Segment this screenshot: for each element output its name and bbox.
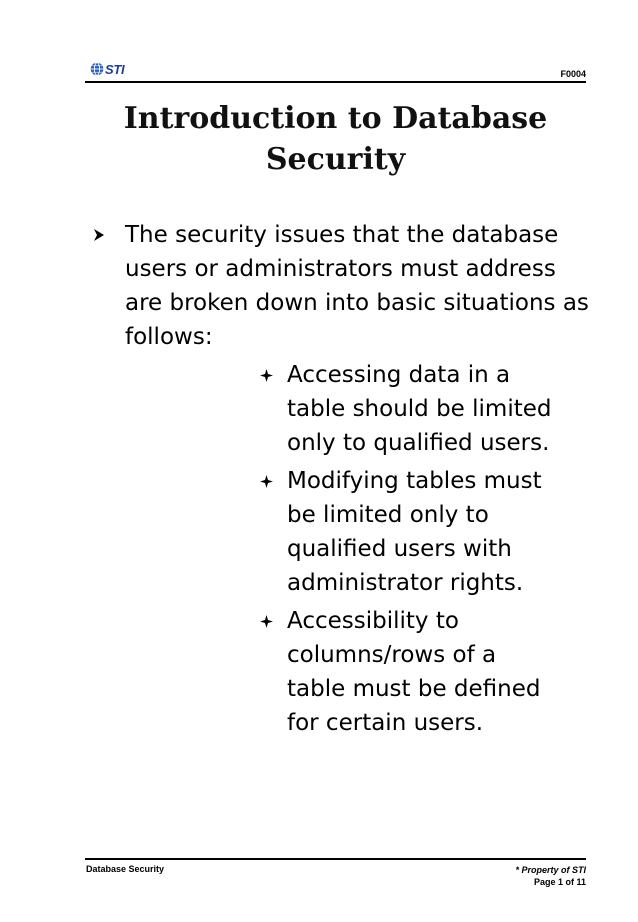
sub-bullet-item: [125, 604, 598, 740]
content-body: [0, 218, 638, 744]
page-number: Page 1 of 11: [533, 877, 586, 887]
sub-bullet-list: [125, 358, 598, 740]
sub-bullet-text: Modifying tables must be limited only to qualified users with administrator rights.: [287, 468, 542, 596]
diamond-bullet-icon: [260, 615, 273, 628]
header-divider: [85, 81, 586, 83]
globe-icon: [90, 62, 104, 76]
sub-bullet-text: Accessibility to columns/rows of a table must be defined for certain users.: [287, 608, 541, 736]
main-bullet-text: The security issues that the database users or administrators must address are broken down into basic situations as follows:: [125, 222, 589, 350]
sub-bullet-item: [125, 464, 598, 600]
footer-divider: [85, 858, 586, 860]
logo-text: STI: [105, 61, 125, 77]
sub-bullet-text: Accessing data in a table should be limited only to qualified users.: [287, 362, 552, 456]
property-notice: * Property of STI: [515, 865, 586, 875]
main-bullet: [0, 218, 638, 740]
document-code: F0004: [560, 69, 586, 79]
arrow-bullet-icon: [93, 228, 105, 242]
footer-course-title: Database Security: [86, 864, 165, 874]
sub-bullet-item: [125, 358, 598, 460]
diamond-bullet-icon: [260, 369, 273, 382]
diamond-bullet-icon: [260, 475, 273, 488]
footer-info: [515, 864, 586, 888]
sti-logo: [90, 60, 124, 78]
page-title: Introduction to Database Security: [123, 101, 548, 177]
